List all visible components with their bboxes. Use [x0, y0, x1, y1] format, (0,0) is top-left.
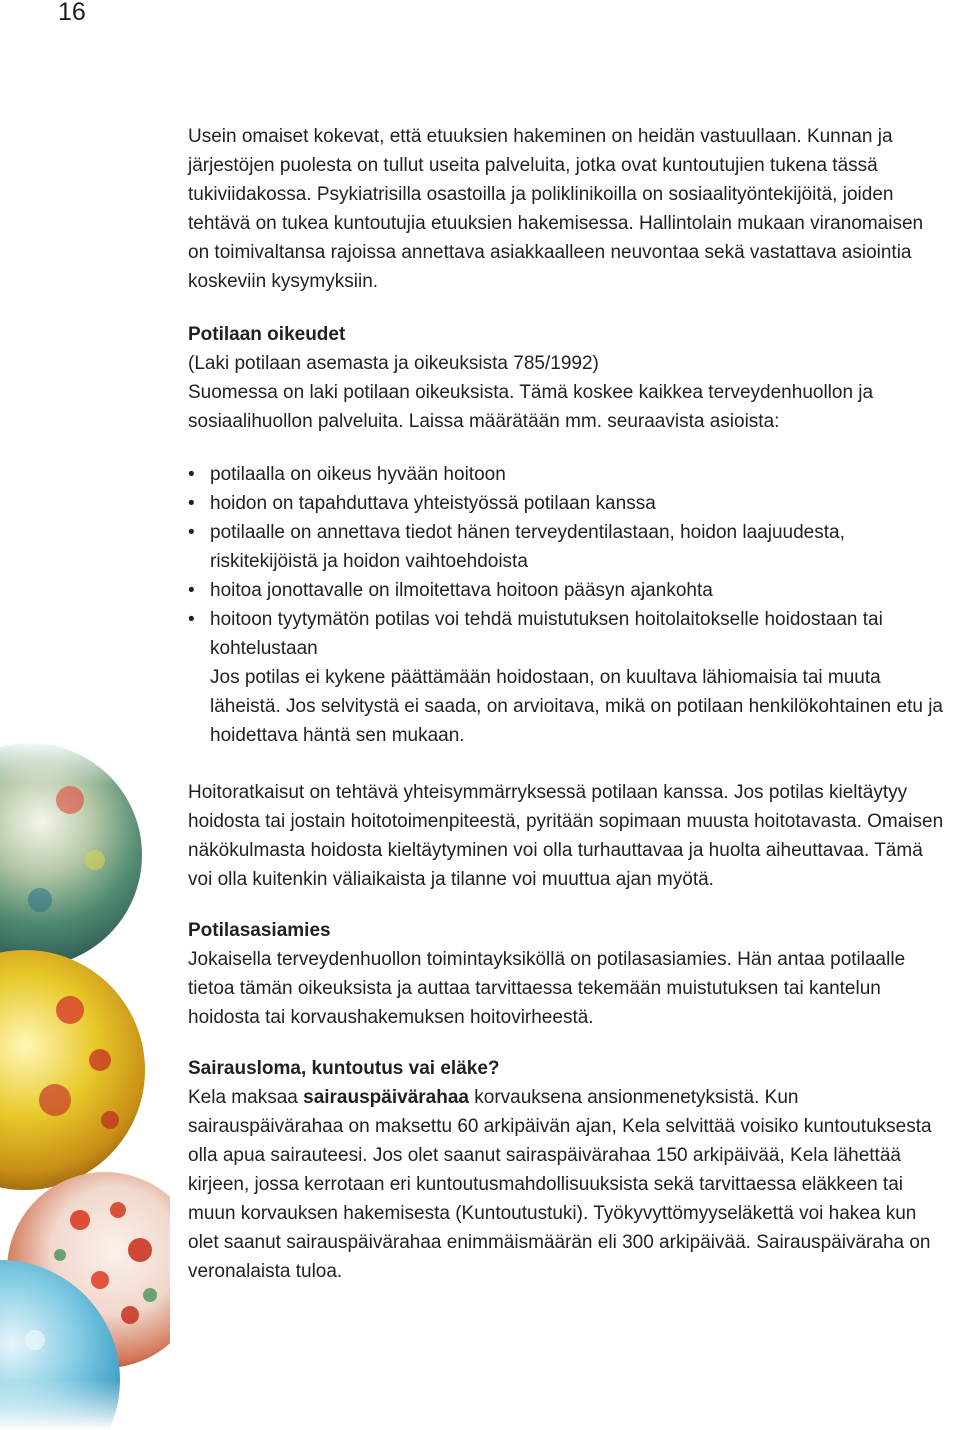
ombudsman-paragraph: Jokaisella terveydenhuollon toimintayksiköllä on potilasasiamies. Hän antaa potilaalle tietoa tämän oikeuksista ja auttaa tarvittaessa tekemään muistutuksen tai kantelun hoidosta tai korvaushakemuksen hoitovirheestä.: [188, 949, 906, 1028]
law-reference: (Laki potilaan asemasta ja oikeuksista 785/1992): [188, 353, 599, 374]
page-number: 16: [58, 0, 86, 26]
section-heading-sick-leave: Sairausloma, kuntoutus vai eläke?: [188, 1058, 500, 1079]
rights-list: [188, 460, 948, 663]
list-item: • potilaalla on oikeus hyvään hoitoon: [188, 460, 948, 489]
list-item: • hoitoa jonottavalle on ilmoitettava hoitoon pääsyn ajankohta: [188, 576, 948, 605]
list-item: • hoidon on tapahduttava yhteistyössä potilaan kanssa: [188, 489, 948, 518]
section-heading-ombudsman: Potilasasiamies: [188, 920, 331, 941]
treatment-paragraph: Hoitoratkaisut on tehtävä yhteisymmärryksessä potilaan kanssa. Jos potilas kieltäytyy hoidosta tai jostain hoitotoimenpiteestä, pyritään sopimaan muusta hoitotavasta. Omaisen näkökulmasta hoidosta kieltäytyminen voi olla turhauttavaa ja huolta aiheuttavaa. Tämä voi olla kuitenkin väliaikaista ja tilanne voi muuttua ajan myötä.: [188, 782, 944, 890]
list-item: • potilaalle on annettava tiedot hänen terveydentilastaan, hoidon laajuudesta, riskitekijöistä ja hoidon vaihtoehdoista: [188, 518, 948, 576]
sick-leave-paragraph: [188, 1083, 948, 1286]
sick-leave-text-start: Kela maksaa: [188, 1087, 304, 1108]
marbles-photo: [0, 740, 170, 1430]
sick-leave-text-end: korvauksena ansionmenetyksistä. Kun sairauspäivärahaa on maksettu 60 arkipäivän ajan, Kela selvittää voisiko kuntoutuksesta olla apua sairauteesi. Jos olet saanut sairaspäivärahaa 150 arkipäivää, Kela lähettää kirjeen, jossa kerrotaan eri kuntoutusmahdollisuuksista sekä tarvittaessa eläkkeen tai muun korvauksen hakemisesta (Kuntoutustuki). Työkyvyttömyyseläkettä voi hakea kun olet saanut sairauspäivärahaa enimmäismäärän eli 300 arkipäivää. Sairauspäiväraha on veronalaista tuloa.: [188, 1087, 932, 1282]
patient-rights-paragraph: Suomessa on laki potilaan oikeuksista. Tämä koskee kaikkea terveydenhuollon ja sosiaalihuollon palveluita. Laissa määrätään mm. seuraavista asioista:: [188, 382, 874, 432]
list-note: Jos potilas ei kykene päättämään hoidostaan, on kuultava lähiomaisia tai muuta läheistä. Jos selvitystä ei saada, on arvioitava, mikä on potilaan henkilökohtainen etu ja hoidettava häntä sen mukaan.: [210, 667, 943, 746]
main-content: [188, 122, 948, 1286]
list-item: • hoitoon tyytymätön potilas voi tehdä muistutuksen hoitolaitokselle hoidostaan tai kohtelustaan: [188, 605, 948, 663]
sick-leave-bold-term: sairauspäivärahaa: [303, 1087, 469, 1108]
intro-paragraph: Usein omaiset kokevat, että etuuksien hakeminen on heidän vastuullaan. Kunnan ja järjestöjen puolesta on tullut useita palveluita, jotka ovat kuntoutujien tukena tässä tukiviidakossa. Psykiatrisilla osastoilla ja poliklinikoilla on sosiaalityöntekijöitä, joiden tehtävä on tukea kuntoutujia etuuksien hakemisessa. Hallintolain mukaan viranomaisen on toimivaltansa rajoissa annettava asiakkaalleen neuvontaa sekä vastattava asiointia koskeviin kysymyksiin.: [188, 126, 924, 292]
section-heading-patient-rights: Potilaan oikeudet: [188, 324, 346, 345]
